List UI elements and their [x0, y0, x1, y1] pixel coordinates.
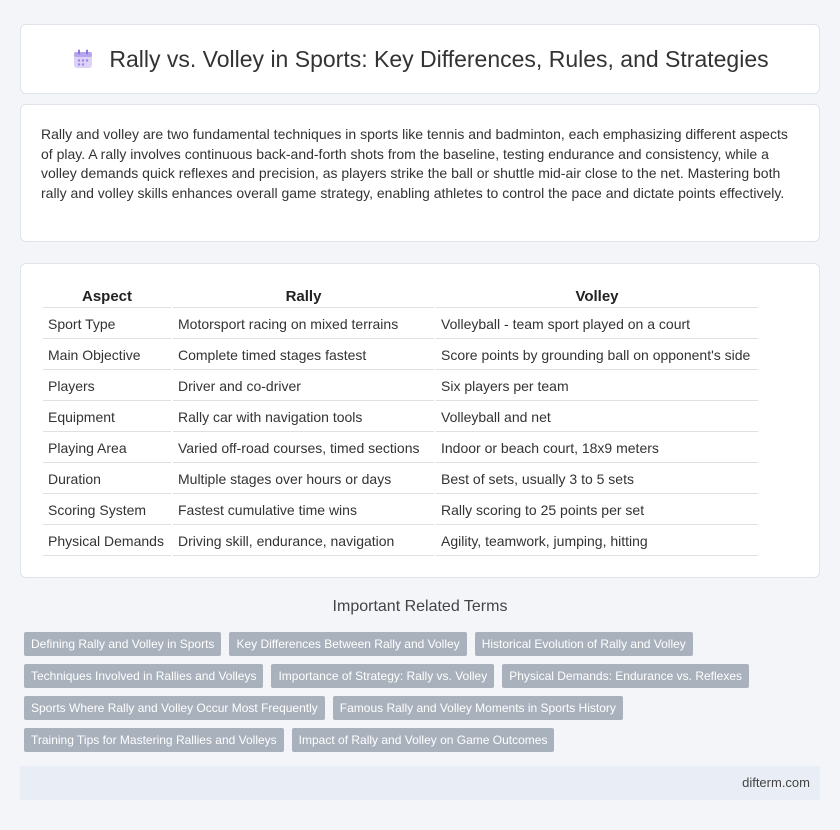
table-header-row	[43, 286, 758, 308]
related-terms-list	[24, 632, 824, 760]
comparison-card	[20, 263, 820, 578]
rally-cell: Fastest cumulative time wins	[173, 496, 434, 525]
intro-paragraph: Rally and volley are two fundamental techniques in sports like tennis and badminton, each emphasizing different aspects of play. A rally involves continuous back-and-forth shots from the baseline, testing endurance and consistency, while a volley demands quick reflexes and precision, as players strike the ball or shuttle mid-air close to the net. Mastering both rally and volley skills enhances overall game strategy, enabling athletes to control the pace and dictate points effectively.	[41, 126, 788, 201]
aspect-cell: Main Objective	[43, 341, 171, 370]
volley-cell: Indoor or beach court, 18x9 meters	[436, 434, 758, 463]
rally-cell: Driver and co-driver	[173, 372, 434, 401]
tag-row	[24, 728, 824, 752]
related-term-tag[interactable]: Historical Evolution of Rally and Volley	[475, 632, 693, 656]
related-term-tag[interactable]: Techniques Involved in Rallies and Volleys	[24, 664, 263, 688]
related-term-tag[interactable]: Physical Demands: Endurance vs. Reflexes	[502, 664, 749, 688]
aspect-cell: Duration	[43, 465, 171, 494]
volley-cell: Best of sets, usually 3 to 5 sets	[436, 465, 758, 494]
header-volley: Volley	[436, 286, 758, 308]
related-term-tag[interactable]: Impact of Rally and Volley on Game Outcomes	[292, 728, 555, 752]
volley-cell: Six players per team	[436, 372, 758, 401]
table-row	[43, 341, 758, 370]
tag-row	[24, 696, 824, 720]
tag-row	[24, 632, 824, 656]
aspect-cell: Sport Type	[43, 310, 171, 339]
related-term-tag[interactable]: Key Differences Between Rally and Volley	[229, 632, 466, 656]
page-title: Rally vs. Volley in Sports: Key Differences, Rules, and Strategies	[109, 45, 769, 72]
footer	[20, 766, 820, 800]
aspect-cell: Equipment	[43, 403, 171, 432]
related-terms-heading: Important Related Terms	[332, 598, 508, 615]
table-row	[43, 434, 758, 463]
volley-cell: Agility, teamwork, jumping, hitting	[436, 527, 758, 556]
related-term-tag[interactable]: Defining Rally and Volley in Sports	[24, 632, 221, 656]
tag-row	[24, 664, 824, 688]
volley-cell: Rally scoring to 25 points per set	[436, 496, 758, 525]
table-row	[43, 310, 758, 339]
table-row	[43, 527, 758, 556]
header-aspect: Aspect	[43, 286, 171, 308]
rally-cell: Driving skill, endurance, navigation	[173, 527, 434, 556]
volley-cell: Score points by grounding ball on opponent's side	[436, 341, 758, 370]
related-term-tag[interactable]: Importance of Strategy: Rally vs. Volley	[271, 664, 494, 688]
intro-card	[20, 104, 820, 242]
rally-cell: Motorsport racing on mixed terrains	[173, 310, 434, 339]
table-row	[43, 372, 758, 401]
volley-cell: Volleyball - team sport played on a court	[436, 310, 758, 339]
table-row	[43, 403, 758, 432]
volley-cell: Volleyball and net	[436, 403, 758, 432]
aspect-cell: Playing Area	[43, 434, 171, 463]
related-term-tag[interactable]: Famous Rally and Volley Moments in Sports History	[333, 696, 623, 720]
aspect-cell: Physical Demands	[43, 527, 171, 556]
rally-cell: Varied off-road courses, timed sections	[173, 434, 434, 463]
rally-cell: Complete timed stages fastest	[173, 341, 434, 370]
footer-site-link[interactable]: difterm.com	[742, 775, 810, 790]
aspect-cell: Players	[43, 372, 171, 401]
table-row	[43, 465, 758, 494]
related-term-tag[interactable]: Sports Where Rally and Volley Occur Most Frequently	[24, 696, 325, 720]
header-rally: Rally	[173, 286, 434, 308]
aspect-cell: Scoring System	[43, 496, 171, 525]
related-term-tag[interactable]: Training Tips for Mastering Rallies and Volleys	[24, 728, 284, 752]
table-row	[43, 496, 758, 525]
rally-cell: Multiple stages over hours or days	[173, 465, 434, 494]
calendar-icon	[71, 47, 95, 71]
rally-cell: Rally car with navigation tools	[173, 403, 434, 432]
comparison-table	[41, 284, 760, 558]
title-card	[20, 24, 820, 94]
